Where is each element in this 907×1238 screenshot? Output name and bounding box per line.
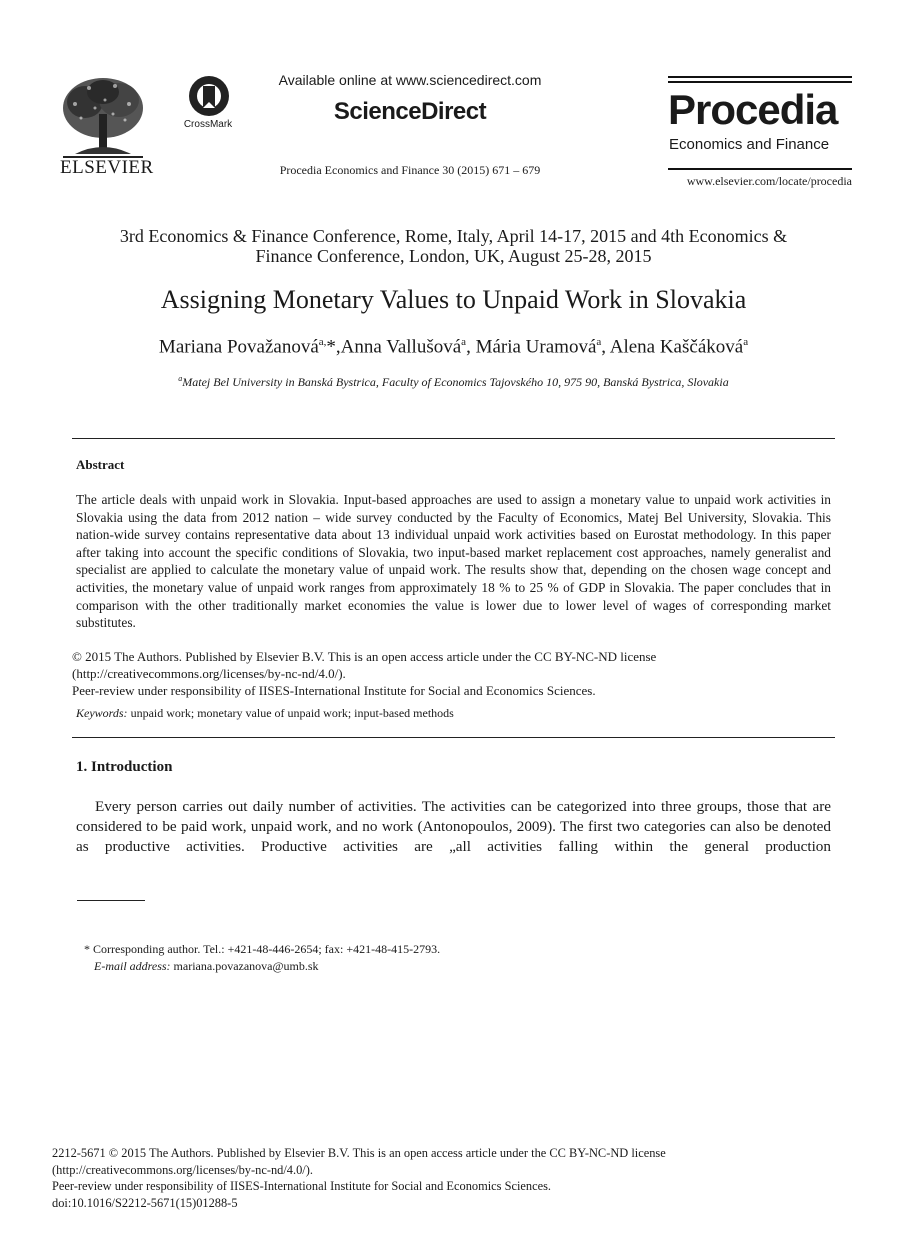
elsevier-wordmark: ELSEVIER [60, 157, 154, 178]
journal-url-link[interactable]: www.elsevier.com/locate/procedia [686, 174, 852, 188]
author-name: Mariana Považanová [158, 336, 319, 358]
abstract-heading: Abstract [76, 457, 125, 472]
journal-reference: Procedia Economics and Finance 30 (2015) 671 – 679 [279, 163, 541, 177]
abstract-body: The article deals with unpaid work in Slovakia. Input-based approaches are used to assign a monetary value to unpaid work activities in Slovakia using the data from 2012 nation – wide survey conducted by the Faculty of Economics, Matej Bel University, Slovakia. This nation-wide survey contains representative data about 13 individual unpaid work activities based on Eurostat methodology. In this paper after taking into account the specific conditions of Slovakia, two input-based market replacement cost approaches, namely generalist and specialist are applied to calculate the monetary value of unpaid work. The results show that, depending on the chosen wage concept and activities, the monetary value of unpaid work ranges from approximately 18 % to 25 % of GDP in Slovakia. The paper concludes that in comparison with the other traditionally market economies the value is lower due to lower level of wages of corresponding market substitutes. [76, 492, 831, 631]
affiliation-text: Matej Bel University in Banská Bystrica, Faculty of Economics Tajovského 10, 975 90, Banská Bystrica, Slovakia [182, 375, 729, 389]
author-affiliation-mark: a [596, 336, 602, 348]
paper-title: Assigning Monetary Values to Unpaid Work in Slovakia [160, 285, 747, 314]
section-heading-introduction: 1. Introduction [76, 759, 173, 775]
divider-top [72, 438, 835, 439]
peer-review-line: Peer-review under responsibility of IISES-International Institute for Social and Economics Sciences. [72, 683, 596, 698]
procedia-logo-rules [668, 76, 852, 86]
license-link[interactable]: (http://creativecommons.org/licenses/by-nc-nd/4.0/). [72, 666, 346, 681]
license-notice [72, 648, 832, 699]
bottom-peer-review-line: Peer-review under responsibility of IISES-International Institute for Social and Economics Sciences. [52, 1179, 552, 1193]
conference-line-2: Finance Conference, London, UK, August 25-28, 2015 [255, 246, 652, 266]
author-affiliation-mark: a [461, 336, 467, 348]
divider-bottom [72, 737, 835, 738]
footnote-rule [77, 900, 145, 901]
author-list [40, 336, 867, 358]
doi[interactable]: doi:10.1016/S2212-5671(15)01288-5 [52, 1195, 238, 1210]
affiliation [40, 374, 867, 390]
author-affiliation-mark: a, [318, 336, 327, 348]
bottom-matter [52, 1145, 852, 1211]
email-label: E-mail address: [94, 959, 171, 973]
introduction-text: Every person carries out daily number of activities. The activities can be categorized into three groups, those that are considered to be paid work, unpaid work, and no work (Antonopoulos, 2009). The first two categories can also be denoted as productive activities. Productive activities are „all activities falling within the general production [76, 798, 831, 855]
author-affiliation-mark: a [743, 336, 749, 348]
email-line [84, 958, 784, 975]
sciencedirect-title: ScienceDirect [333, 98, 487, 125]
keywords [76, 706, 836, 721]
affiliation-mark: a [178, 374, 183, 383]
corresponding-author-line: * Corresponding author. Tel.: +421-48-446-2654; fax: +421-48-415-2793. [84, 942, 441, 956]
issn-license-line: 2212-5671 © 2015 The Authors. Published by Elsevier B.V. This is an open access article under the CC BY-NC-ND license [52, 1146, 666, 1160]
author-name: , Mária Uramová [466, 336, 597, 358]
introduction-body [76, 797, 831, 857]
author-name: , Alena Kaščáková [601, 336, 744, 358]
crossmark-label: CrossMark [183, 119, 233, 130]
email-address[interactable]: mariana.povazanova@umb.sk [170, 959, 319, 973]
procedia-logo-rule [668, 168, 852, 170]
footnote [84, 941, 784, 975]
procedia-logo-subtitle: Economics and Finance [669, 136, 830, 153]
available-online-text[interactable]: Available online at www.sciencedirect.com [278, 72, 542, 88]
keywords-label: Keywords: [76, 706, 128, 720]
keywords-text: unpaid work; monetary value of unpaid work; input-based methods [127, 706, 454, 720]
conference-info [60, 226, 847, 266]
procedia-logo-name: Procedia [668, 86, 838, 133]
bottom-license-link[interactable]: (http://creativecommons.org/licenses/by-nc-nd/4.0/). [52, 1162, 313, 1177]
license-line: © 2015 The Authors. Published by Elsevier B.V. This is an open access article under the CC BY-NC-ND license [72, 649, 657, 664]
author-name: *,Anna Vallušová [326, 336, 462, 358]
conference-line-1: 3rd Economics & Finance Conference, Rome, Italy, April 14-17, 2015 and 4th Economics & [119, 226, 788, 246]
